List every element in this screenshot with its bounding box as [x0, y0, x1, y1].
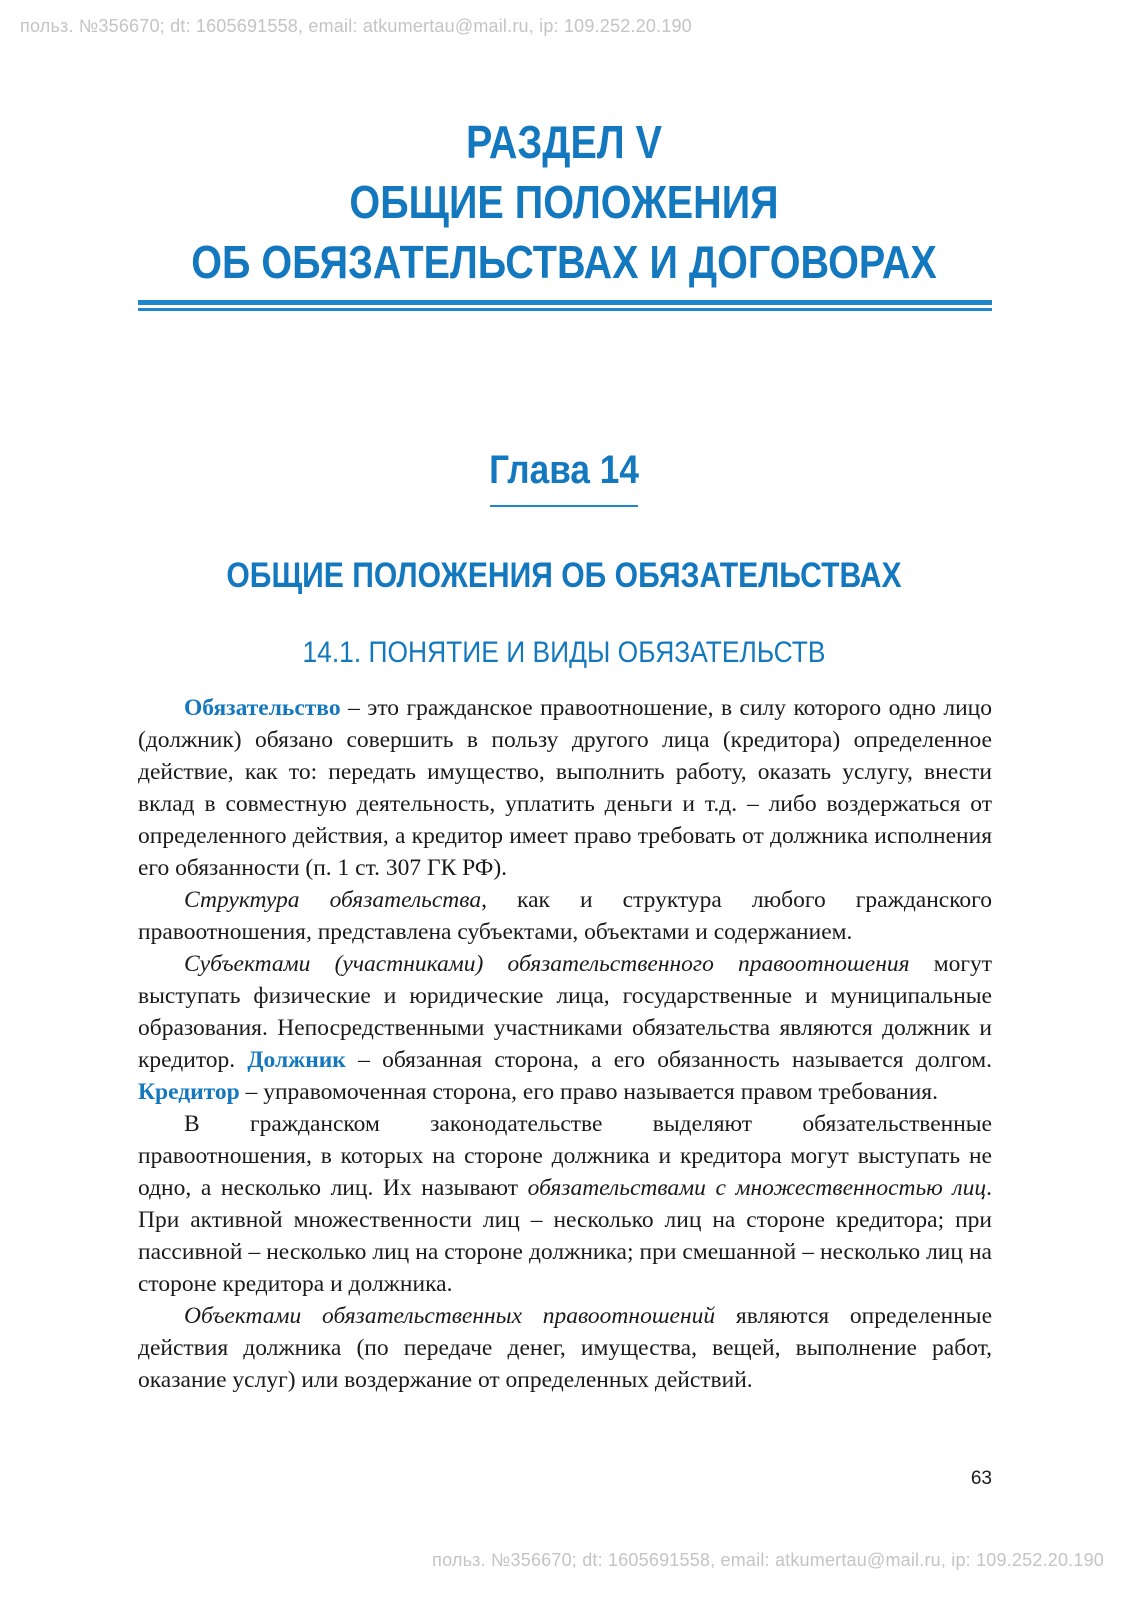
- section-heading: [79, 112, 1049, 292]
- paragraph-structure: [138, 884, 992, 948]
- italic-objects: Объектами обязательственных правоотношений: [184, 1303, 716, 1329]
- paragraph-text: – управомоченная сторона, его право называется правом требования.: [239, 1079, 938, 1105]
- subsection-title: 14.1. ПОНЯТИЕ И ВИДЫ ОБЯЗАТЕЛЬСТВ: [302, 636, 826, 669]
- italic-structure: Структура обязательства: [184, 887, 482, 913]
- paragraph-text: , как и структура любого гражданского правоотношения, представлена субъектами, объектами и содержанием.: [138, 887, 992, 945]
- paragraph-objects: [138, 1300, 992, 1396]
- paragraph-plurality: [138, 1108, 992, 1300]
- term-obligation: Обязательство: [184, 695, 341, 721]
- section-title-line2: ОБ ОБЯЗАТЕЛЬСТВАХ И ДОГОВОРАХ: [191, 236, 937, 288]
- watermark-top: польз. №356670; dt: 1605691558, email: atkumertau@mail.ru, ip: 109.252.20.190: [20, 16, 692, 36]
- section-divider: [138, 300, 992, 312]
- watermark-bottom: польз. №356670; dt: 1605691558, email: atkumertau@mail.ru, ip: 109.252.20.190: [432, 1550, 1104, 1570]
- page-number: 63: [970, 1468, 992, 1489]
- paragraph-subjects: [138, 948, 992, 1108]
- italic-plurality: обязательствами с множественностью лиц: [527, 1175, 987, 1201]
- paragraph-text: могут выступать физические и юридические лица, государственные и муниципальные образования. Непосредственными участниками обязательства являются должник и кредитор.: [138, 951, 992, 1073]
- paragraph-text: являются определенные действия должника (по передаче денег, имущества, вещей, выполнение работ, оказание услуг) или воздержание от определенных действий.: [138, 1303, 992, 1393]
- chapter-underline: [490, 505, 638, 507]
- chapter-label: Глава 14: [489, 448, 639, 492]
- paragraph-text: . При активной множественности лиц – несколько лиц на стороне кредитора; при пассивной – несколько лиц на стороне должника; при смешанной – несколько лиц на стороне кредитора и должника.: [138, 1175, 992, 1297]
- chapter-title: ОБЩИЕ ПОЛОЖЕНИЯ ОБ ОБЯЗАТЕЛЬСТВАХ: [226, 556, 902, 595]
- italic-subjects: Субъектами (участниками) обязательственного правоотношения: [184, 951, 910, 977]
- body-text: [138, 692, 992, 1396]
- paragraph-text: – обязанная сторона, а его обязанность называется долгом.: [345, 1047, 992, 1073]
- paragraph-text: – это гражданское правоотношение, в силу которого одно лицо (должник) обязано совершить в пользу другого лица (кредитора) определенное действие, как то: передать имущество, выполнить работу, оказать услугу, внести вклад в совместную деятельность, уплатить деньги и т.д. – либо воздержаться от определенного действия, а кредитор имеет право требовать от должника исполнения его обязанности (п. 1 ст. 307 ГК РФ).: [138, 695, 992, 881]
- section-title-line1: ОБЩИЕ ПОЛОЖЕНИЯ: [349, 176, 779, 228]
- paragraph-text: В гражданском законодательстве выделяют обязательственные правоотношения, в которых на стороне должника и кредитора могут выступать не одно, а несколько лиц. Их называют: [138, 1111, 992, 1201]
- term-creditor: Кредитор: [138, 1079, 240, 1105]
- paragraph-obligation-definition: [138, 692, 992, 884]
- section-number: РАЗДЕЛ V: [466, 116, 662, 168]
- term-debtor: Должник: [247, 1047, 346, 1073]
